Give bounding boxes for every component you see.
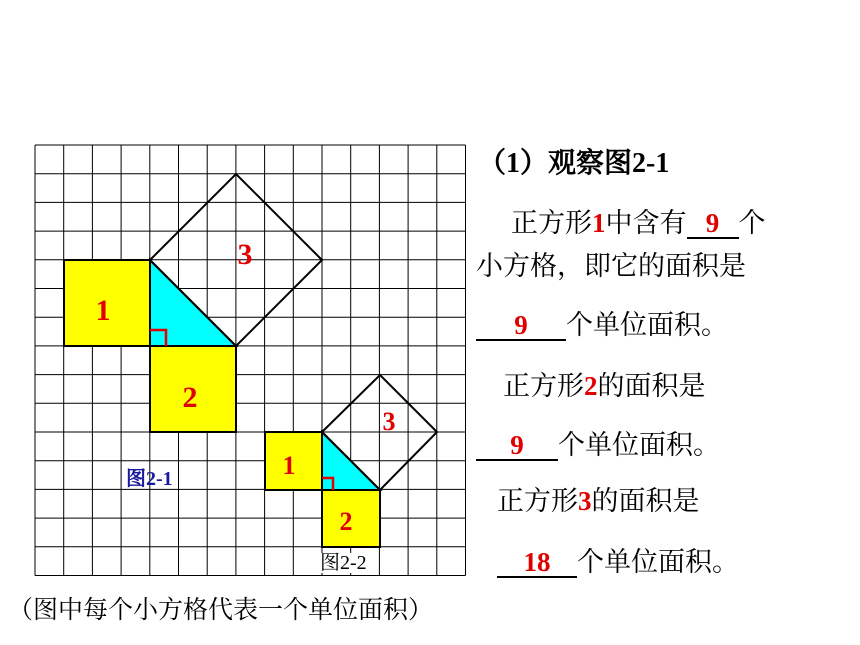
- fig1-caption: 图2-1: [126, 468, 173, 490]
- answer-2: 9: [476, 312, 566, 341]
- line-4-b: 的面积是: [597, 371, 706, 402]
- fig2-sq1-label: 1: [282, 451, 296, 480]
- answer-1: 9: [687, 210, 739, 239]
- line-6-b: 的面积是: [591, 486, 700, 517]
- line-6-a: 正方形: [497, 486, 578, 517]
- line-1-num: 1: [592, 208, 606, 238]
- line-1-a: 正方形: [511, 208, 592, 239]
- heading-text: （1）观察图2-1: [478, 148, 670, 179]
- fig1-sq3-label: 3: [237, 238, 253, 271]
- bottom-caption: （图中每个小方格代表一个单位面积）: [8, 595, 434, 624]
- line-6-num: 3: [578, 486, 592, 516]
- line-6: [497, 488, 700, 515]
- answer-4: 18: [497, 549, 577, 578]
- line-4-num: 2: [584, 371, 598, 401]
- heading: [478, 150, 669, 178]
- line-1: [511, 210, 766, 239]
- line-5-text: 个单位面积。: [558, 430, 720, 461]
- grid-lines: [35, 145, 466, 576]
- line-1-c: 个: [738, 208, 766, 239]
- line-7: [497, 549, 739, 578]
- line-4-a: 正方形: [503, 371, 584, 402]
- line-3-text: 个单位面积。: [566, 310, 728, 341]
- line-2: [476, 253, 746, 280]
- line-5: [476, 432, 720, 461]
- fig2-caption: 图2-2: [320, 552, 367, 574]
- line-7-text: 个单位面积。: [577, 547, 739, 578]
- fig2-sq2-label: 2: [339, 507, 353, 536]
- fig1-sq1-label: 1: [95, 294, 111, 327]
- line-2-text: 小方格，即它的面积是: [476, 251, 746, 282]
- fig2-sq3-label: 3: [382, 407, 396, 436]
- answer-3: 9: [476, 432, 558, 461]
- line-3: [476, 312, 728, 341]
- line-4: [503, 373, 706, 400]
- line-1-b: 中含有: [605, 208, 687, 239]
- fig1-sq2-label: 2: [182, 381, 198, 414]
